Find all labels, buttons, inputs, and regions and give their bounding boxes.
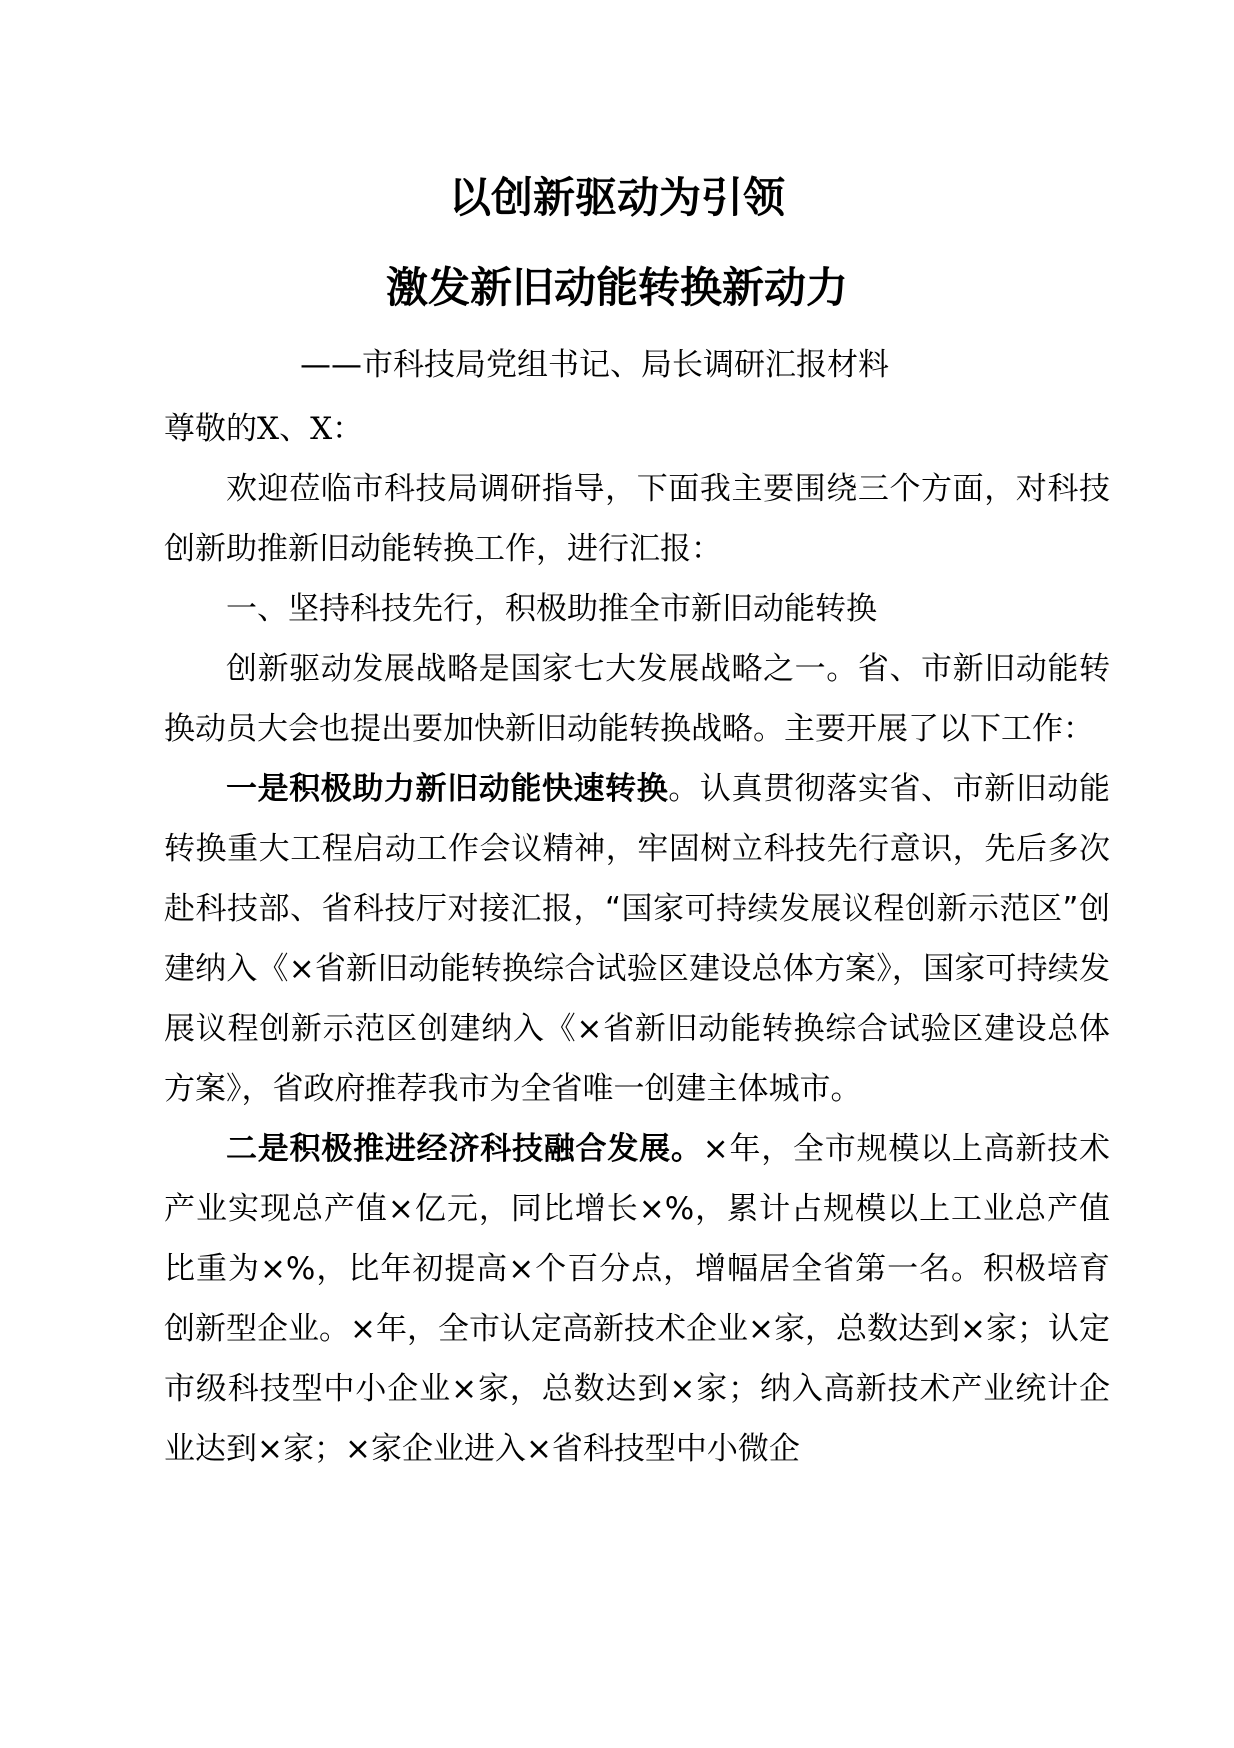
section-1-paragraph: 创新驱动发展战略是国家七大发展战略之一。省、市新旧动能转换动员大会也提出要加快新旧动能转换战略。主要开展了以下工作： [164, 651, 1110, 747]
item-1-paragraph [164, 759, 1110, 1119]
item-2-lead: 二是积极推进经济科技融合发展。 [226, 1131, 703, 1167]
item-1-lead: 一是积极助力新旧动能快速转换 [226, 771, 669, 807]
intro-paragraph: 欢迎莅临市科技局调研指导，下面我主要围绕三个方面，对科技创新助推新旧动能转换工作，进行汇报： [164, 471, 1110, 567]
title-line-2: 激发新旧动能转换新动力 [385, 263, 848, 312]
subtitle: ——市科技局党组书记、局长调研汇报材料 [300, 347, 889, 383]
item-2-body: ×年，全市规模以上高新技术产业实现总产值×亿元，同比增长×%，累计占规模以上工业总产值比重为×%，比年初提高×个百分点，增幅居全省第一名。积极培育创新型企业。×年，全市认定高新技术企业×家，总数达到×家；认定市级科技型中小企业×家，总数达到×家；纳入高新技术产业统计企业达到×家；×家企业进入×省科技型中小微企 [164, 1131, 1111, 1467]
item-1-body: 。认真贯彻落实省、市新旧动能转换重大工程启动工作会议精神，牢固树立科技先行意识，先后多次赴科技部、省科技厅对接汇报，“国家可持续发展议程创新示范区”创建纳入《×省新旧动能转换综合试验区建设总体方案》，国家可持续发展议程创新示范区创建纳入《×省新旧动能转换综合试验区建设总体方案》，省政府推荐我市为全省唯一创建主体城市。 [164, 771, 1110, 1107]
item-2-paragraph [164, 1119, 1110, 1479]
title-line-1: 以创新驱动为引领 [448, 173, 785, 222]
salutation: 尊敬的X、X： [164, 411, 364, 447]
document-body [164, 399, 1110, 1479]
section-1-heading: 一、坚持科技先行，积极助推全市新旧动能转换 [226, 591, 877, 627]
